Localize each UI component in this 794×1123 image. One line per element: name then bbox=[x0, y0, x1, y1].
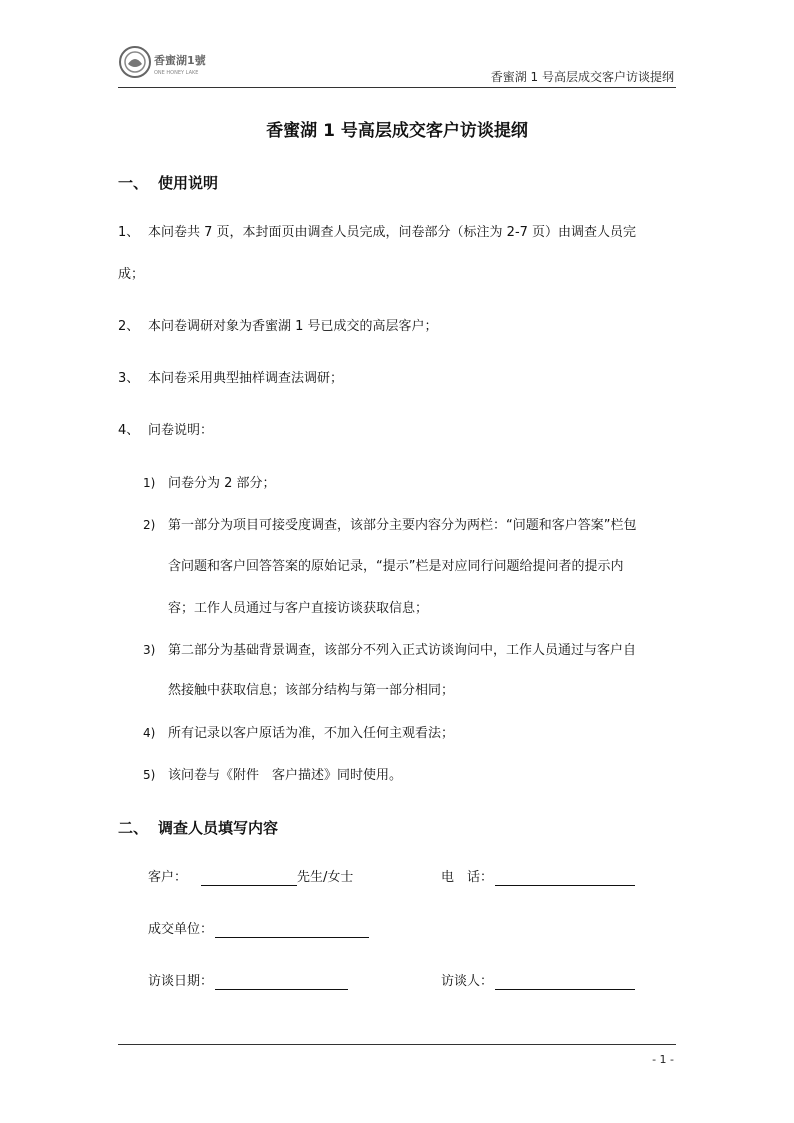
document-title: 香蜜湖 1 号高层成交客户访谈提纲 bbox=[266, 121, 528, 141]
unit-input[interactable] bbox=[215, 923, 369, 938]
phone-input[interactable] bbox=[495, 871, 635, 886]
header-divider bbox=[118, 87, 676, 88]
unit-field bbox=[148, 922, 369, 938]
logo-emblem-icon bbox=[118, 44, 210, 80]
date-input[interactable] bbox=[215, 975, 348, 990]
sub-list-item: 3) 第二部分为基础背景调查，该部分不列入正式访谈询问中，工作人员通过与客户自 bbox=[143, 643, 637, 658]
date-field bbox=[148, 974, 348, 990]
list-item: 4、 问卷说明： bbox=[118, 423, 214, 438]
logo-subtext: ONE HONEY LAKE bbox=[154, 70, 199, 76]
running-header: 香蜜湖 1 号高层成交客户访谈提纲 bbox=[490, 70, 674, 84]
customer-field bbox=[148, 870, 353, 886]
phone-field bbox=[441, 870, 635, 886]
phone-label: 电 话： bbox=[441, 870, 494, 885]
customer-name-input[interactable] bbox=[201, 871, 297, 886]
sub-list-item-continuation: 然接触中获取信息；该部分结构与第一部分相同； bbox=[168, 683, 455, 698]
interviewer-input[interactable] bbox=[495, 975, 635, 990]
list-item-continuation: 成； bbox=[118, 267, 145, 282]
interviewer-label: 访谈人： bbox=[441, 974, 494, 989]
customer-suffix: 先生/女士 bbox=[297, 870, 354, 885]
sub-list-item: 5) 该问卷与《附件 客户描述》同时使用。 bbox=[143, 768, 403, 783]
sub-list-item-continuation: 容；工作人员通过与客户直接访谈获取信息； bbox=[168, 601, 429, 616]
section-number: 二、 bbox=[118, 819, 149, 837]
page-number: - 1 - bbox=[652, 1053, 674, 1066]
sub-list-item-continuation: 含问题和客户回答答案的原始记录，“提示”栏是对应同行问题给提问者的提示内 bbox=[168, 559, 624, 574]
list-item: 2、 本问卷调研对象为香蜜湖 1 号已成交的高层客户； bbox=[118, 319, 438, 334]
customer-label: 客户： bbox=[148, 870, 188, 885]
section-title: 使用说明 bbox=[158, 174, 219, 192]
interviewer-field bbox=[441, 974, 635, 990]
list-item: 3、 本问卷采用典型抽样调查法调研； bbox=[118, 371, 344, 386]
date-label: 访谈日期： bbox=[148, 974, 214, 989]
unit-label: 成交单位： bbox=[148, 922, 214, 937]
logo-text: 香蜜湖1號 bbox=[154, 54, 206, 67]
section-heading-2 bbox=[118, 817, 278, 838]
section-number: 一、 bbox=[118, 174, 149, 192]
footer-divider bbox=[118, 1044, 676, 1045]
list-item: 1、 本问卷共 7 页，本封面页由调查人员完成，问卷部分（标注为 2-7 页）由调查人员完 bbox=[118, 225, 637, 240]
section-heading-1 bbox=[118, 172, 218, 193]
sub-list-item: 2) 第一部分为项目可接受度调查，该部分主要内容分为两栏：“问题和客户答案”栏包 bbox=[143, 518, 637, 533]
sub-list-item: 1) 问卷分为 2 部分； bbox=[143, 476, 276, 491]
logo bbox=[118, 44, 210, 80]
sub-list-item: 4) 所有记录以客户原话为准，不加入任何主观看法； bbox=[143, 726, 455, 741]
section-title: 调查人员填写内容 bbox=[158, 819, 279, 837]
